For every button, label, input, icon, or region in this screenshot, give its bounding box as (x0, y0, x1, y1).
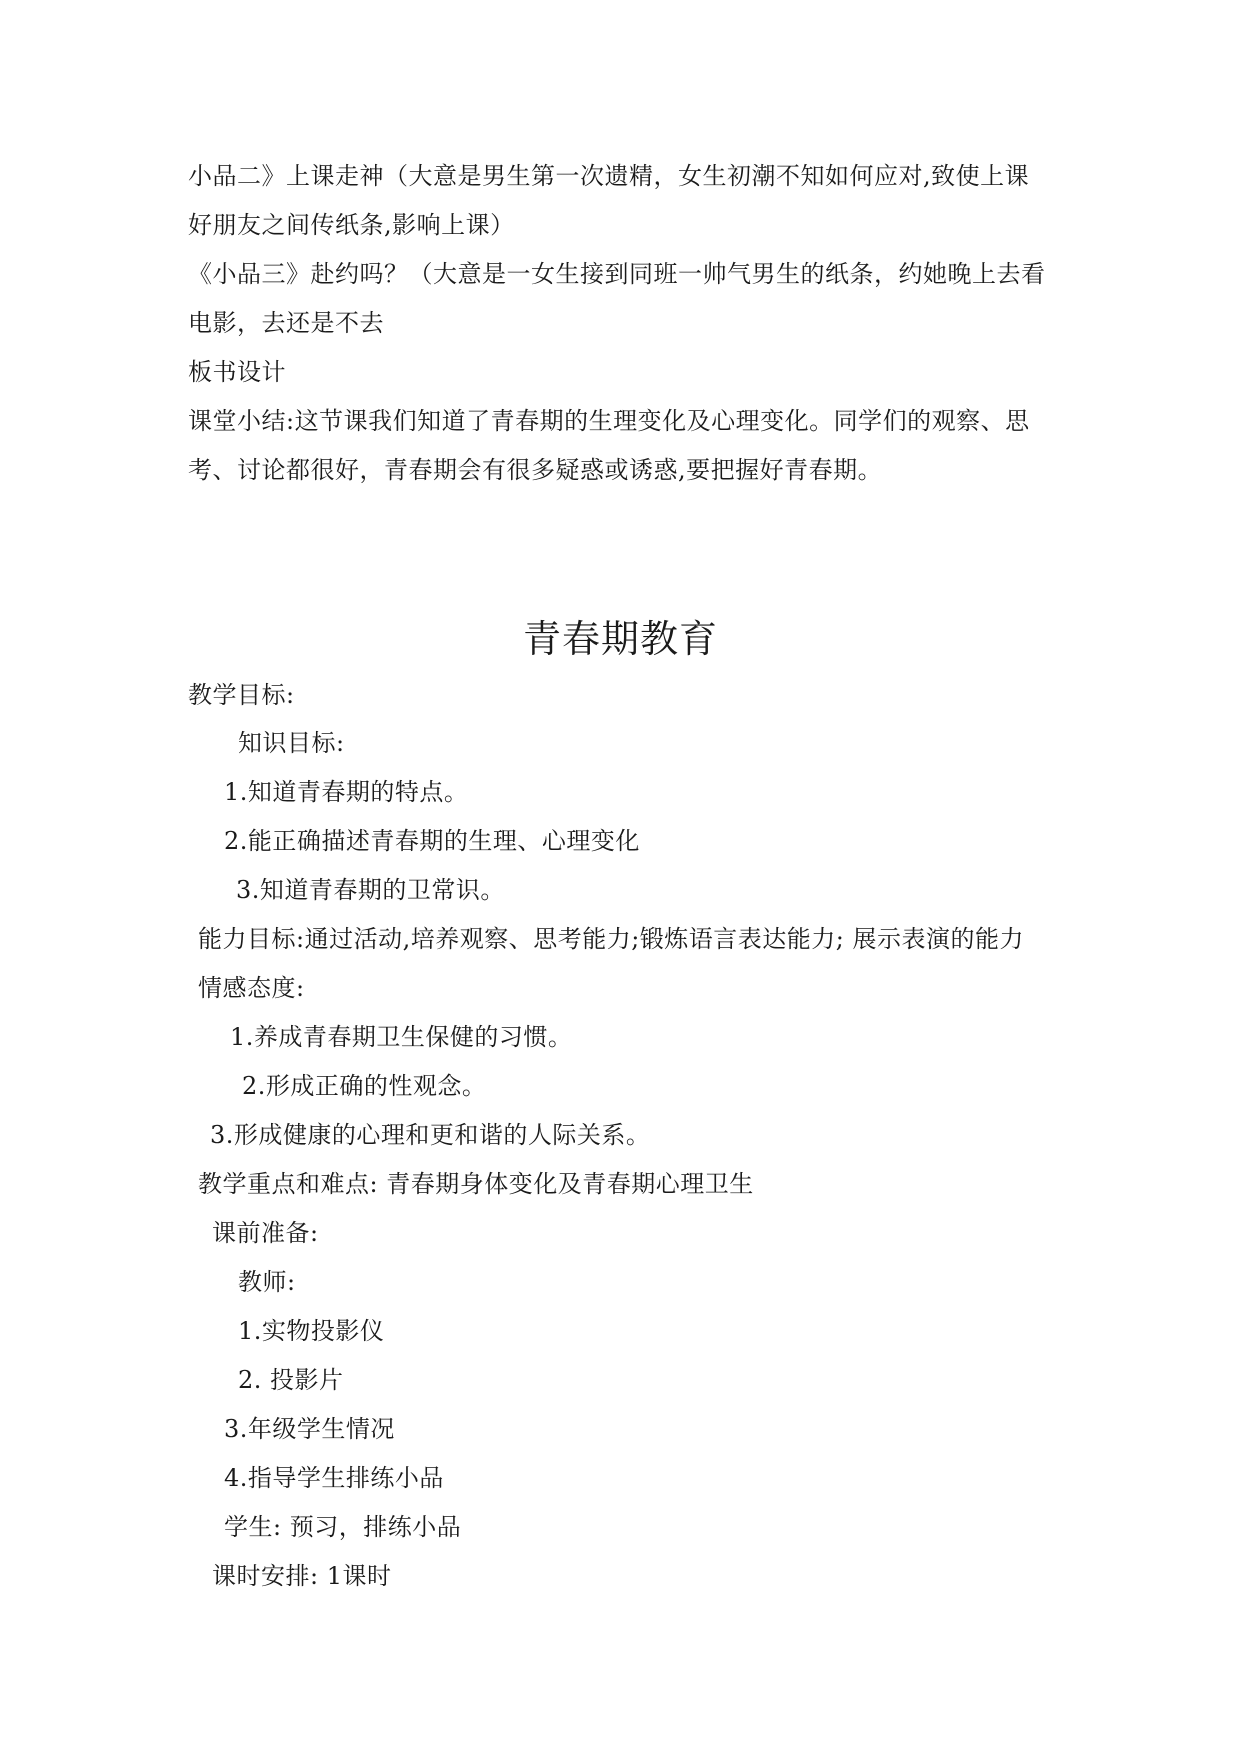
text-line: 学生: 预习，排练小品 (224, 1513, 462, 1541)
text-line: 《小品三》赴约吗？（大意是一女生接到同班一帅气男生的纸条，约她晚上去看 (188, 260, 1046, 288)
text-line: 2. 投影片 (238, 1366, 344, 1394)
text-line: 课堂小结:这节课我们知道了青春期的生理变化及心理变化。同学们的观察、思 (188, 407, 1030, 435)
text-line: 教学重点和难点: 青春期身体变化及青春期心理卫生 (198, 1170, 754, 1198)
text-line: 小品二》上课走神（大意是男生第一次遗精，女生初潮不知如何应对,致使上课 (188, 162, 1030, 190)
text-line: 教学目标: (188, 681, 295, 709)
text-line: 2.能正确描述青春期的生理、心理变化 (224, 827, 640, 855)
text-line: 2.形成正确的性观念。 (242, 1072, 487, 1100)
text-line: 1.养成青春期卫生保健的习惯。 (230, 1023, 573, 1051)
document-title: 青春期教育 (522, 617, 718, 661)
text-line: 3.年级学生情况 (224, 1415, 395, 1443)
text-line: 1.实物投影仪 (238, 1317, 385, 1345)
text-line: 3.形成健康的心理和更和谐的人际关系。 (210, 1121, 651, 1149)
text-line: 知识目标: (238, 729, 345, 757)
text-line: 电影，去还是不去 (188, 309, 384, 337)
text-line: 1.知道青春期的特点。 (224, 778, 469, 806)
text-line: 好朋友之间传纸条,影响上课） (188, 211, 515, 239)
text-line: 4.指导学生排练小品 (224, 1464, 444, 1492)
text-line: 课时安排: 1课时 (212, 1562, 392, 1590)
text-line: 能力目标:通过活动,培养观察、思考能力;锻炼语言表达能力; 展示表演的能力 (198, 925, 1025, 953)
text-line: 考、讨论都很好，青春期会有很多疑惑或诱惑,要把握好青春期。 (188, 456, 883, 484)
text-line: 课前准备: (212, 1219, 319, 1247)
text-line: 情感态度: (198, 974, 305, 1002)
text-line: 板书设计 (188, 358, 286, 386)
text-line: 教师: (238, 1268, 296, 1296)
text-line: 3.知道青春期的卫常识。 (236, 876, 505, 904)
